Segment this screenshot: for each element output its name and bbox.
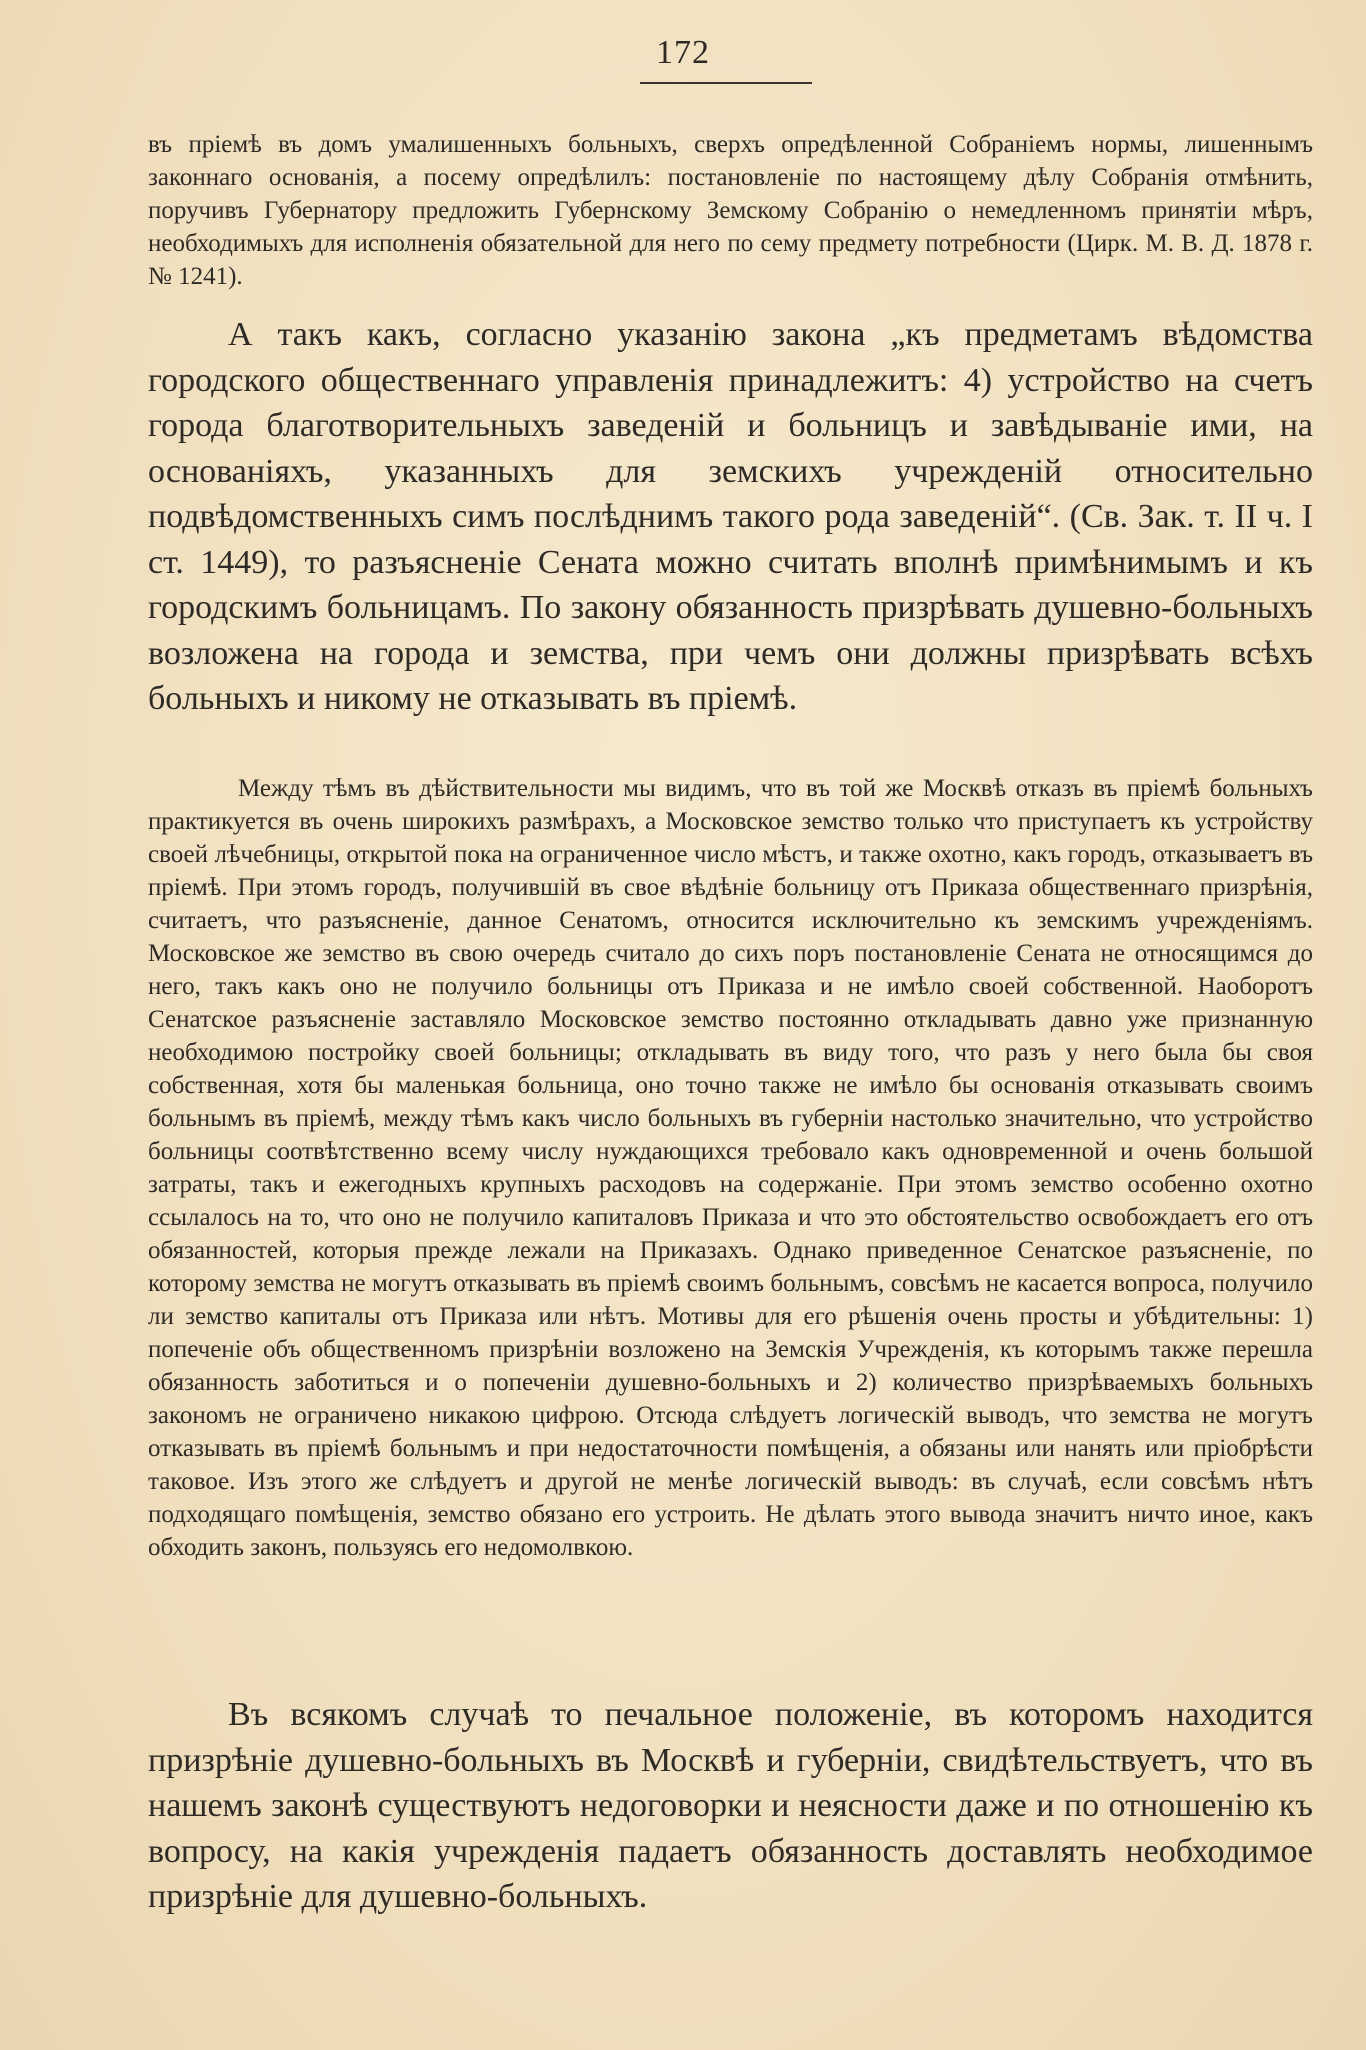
paragraph-conclusion: Въ всякомъ случаѣ то печальное положеніе, въ которомъ находится призрѣніе душевно-больныхъ въ Москвѣ и губерніи, свидѣтельствуетъ, что въ нашемъ законѣ существуютъ недоговорки и неясности даже и по отношенію къ вопросу, на какія учрежденія падаетъ обязанность доставлять необходимое призрѣніе для душевно-больныхъ. (148, 1696, 1313, 1915)
page-number-rule (640, 82, 812, 84)
paragraph-continuation: въ пріемѣ въ домъ умалишенныхъ больныхъ, сверхъ опредѣленной Собраніемъ нормы, лишеннымъ законнаго основанія, а посему опредѣлилъ: постановленіе по настоящему дѣлу Собранія отмѣнить, поручивъ Губернатору предложить Губернскому Земскому Собранію о немедленномъ принятіи мѣръ, необходимыхъ для исполненія обязательной для него по сему предмету потребности (Цирк. М. В. Д. 1878 г. № 1241). (148, 131, 1313, 290)
paragraph-moscow-practice: Между тѣмъ въ дѣйствительности мы видимъ, что въ той же Москвѣ отказъ въ пріемѣ больныхъ практикуется въ очень широкихъ размѣрахъ, а Московское земство только что приступаетъ къ устройству своей лѣчебницы, открытой пока на ограниченное число мѣстъ, и также охотно, какъ городъ, отказываетъ въ пріемѣ. При этомъ городъ, получившій въ свое вѣдѣніе больницу отъ Приказа общественнаго призрѣнія, считаетъ, что разъясненіе, данное Сенатомъ, относится исключительно къ земскимъ учрежденіямъ. Московское же земство въ свою очередь считало до сихъ поръ постановленіе Сената не относящимся до него, такъ какъ оно не получило больницы отъ Приказа и не имѣло своей собственной. Наоборотъ Сенатское разъясненіе заставляло Московское земство постоянно откладывать давно уже признанную необходимою постройку своей больницы; откладывать въ виду того, что разъ у него была бы своя собственная, хотя бы маленькая больница, оно точно также не имѣло бы основанія отказывать своимъ больнымъ въ пріемѣ, между тѣмъ какъ число больныхъ въ губерніи настолько значительно, что устройство больницы соотвѣтственно всему числу нуждающихся требовало какъ одновременной и очень большой затраты, такъ и ежегодныхъ крупныхъ расходовъ на содержаніе. При этомъ земство особенно охотно ссылалось на то, что оно не получило капиталовъ Приказа и что это обстоятельство освобождаетъ его отъ обязанностей, которыя прежде лежали на Приказахъ. Однако приведенное Сенатское разъясненіе, по которому земства не могутъ отказывать въ пріемѣ своимъ больнымъ, совсѣмъ не касается вопроса, получило ли земство капиталы отъ Приказа или нѣтъ. Мотивы для его рѣшенія очень просты и убѣдительны: 1) попеченіе объ общественномъ призрѣніи возложено на Земскія Учрежденія, къ которымъ также перешла обязанность заботиться и о попеченіи душевно-больныхъ и 2) количество призрѣваемыхъ больныхъ закономъ не ограничено никакою цифрою. Отсюда слѣдуетъ логическій выводъ, что земства не могутъ отказывать въ пріемѣ больнымъ и при недостаточности помѣщенія, а обязаны или нанять или пріобрѣсти таковое. Изъ этого же слѣдуетъ и другой не менѣе логическій выводъ: въ случаѣ, если совсѣмъ нѣтъ подходящаго помѣщенія, земство обязано его устроить. Не дѣлать этого вывода значитъ ничто иное, какъ обходить законъ, пользуясь его недомолвкою. (148, 775, 1313, 1561)
paragraph-law-reference: А такъ какъ, согласно указанію закона „къ предметамъ вѣдомства городского общественнаго управленія принадлежитъ: 4) устройство на счетъ города благотворительныхъ заведеній и больницъ и завѣдываніе ими, на основаніяхъ, указанныхъ для земскихъ учрежденій относительно подвѣдомственныхъ симъ послѣднимъ такого рода заведеній“. (Св. Зак. т. II ч. I ст. 1449), то разъясненіе Сената можно считать вполнѣ примѣнимымъ и къ городскимъ больницамъ. По закону обязанность призрѣвать душевно-больныхъ возложена на города и земства, при чемъ они должны призрѣвать всѣхъ больныхъ и никому не отказывать въ пріемѣ. (148, 316, 1313, 717)
page-number: 172 (656, 34, 710, 71)
